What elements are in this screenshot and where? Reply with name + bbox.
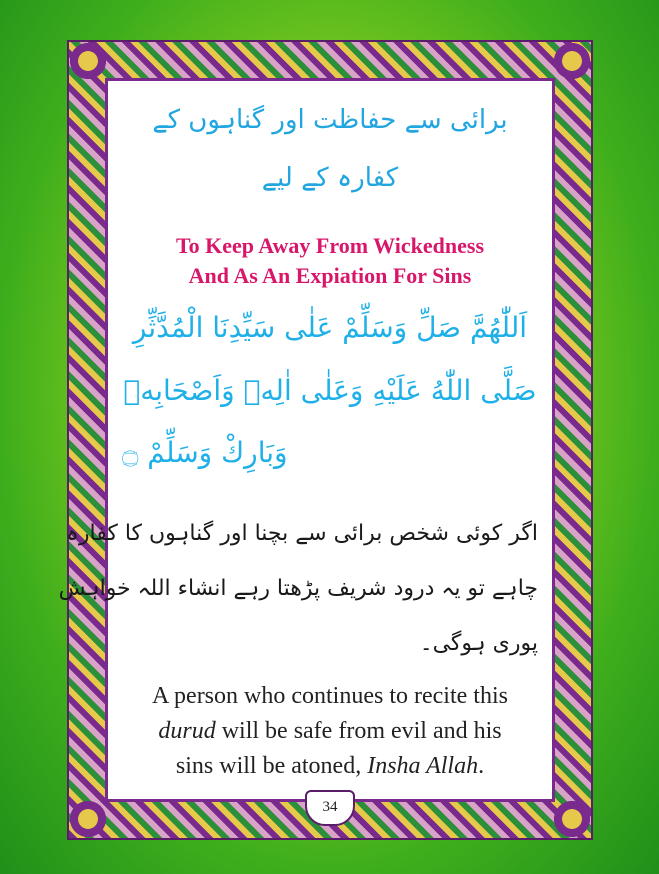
corner-ornament-icon: [65, 796, 111, 842]
english-body-part-4: .: [478, 753, 485, 779]
english-body-italic-insha-allah: Insha Allah: [367, 753, 479, 779]
arabic-line-1: اَللّٰهُمَّ صَلِّ وَسَلِّمْ عَلٰى سَيِّدِنَا الْمُدَّثِّرِ: [132, 311, 528, 344]
urdu-body-line-2: چاہے تو یہ درود شریف پڑھتا رہے انشاء اللہ خواہش: [58, 576, 538, 601]
urdu-body-line-1: اگر کوئی شخص برائی سے بچنا اور گناہوں کا کفارہ: [66, 521, 538, 546]
urdu-title-line-2: کفارہ کے لیے: [261, 163, 399, 193]
english-body-part-2: will be safe from evil and his: [215, 718, 502, 744]
urdu-title-line-1: برائی سے حفاظت اور گناہوں کے: [152, 105, 508, 135]
english-body-italic-durud: durud: [158, 718, 216, 744]
english-title-line-1: To Keep Away From Wickedness: [175, 233, 485, 258]
decorative-frame: [58, 40, 593, 840]
corner-ornament-icon: [549, 38, 595, 84]
arabic-line-2: صَلَّى اللّٰهُ عَلَيْهِ وَعَلٰى اٰلِهٖ وَاَصْحَابِهٖ: [123, 374, 537, 407]
page-content: [58, 78, 555, 815]
page-number: 34: [305, 790, 355, 826]
english-body-part-3: sins will be atoned,: [175, 753, 368, 779]
corner-ornament-icon: [549, 796, 595, 842]
english-title-line-2: And As An Expiation For Sins: [188, 263, 472, 288]
english-body-part-1: A person who continues to recite this: [152, 683, 508, 709]
arabic-line-3: وَبَارِكْ وَسَلِّمْ ۝: [122, 436, 288, 469]
urdu-body-line-3: پوری ہوگی۔: [419, 631, 538, 656]
english-body: [108, 679, 552, 784]
